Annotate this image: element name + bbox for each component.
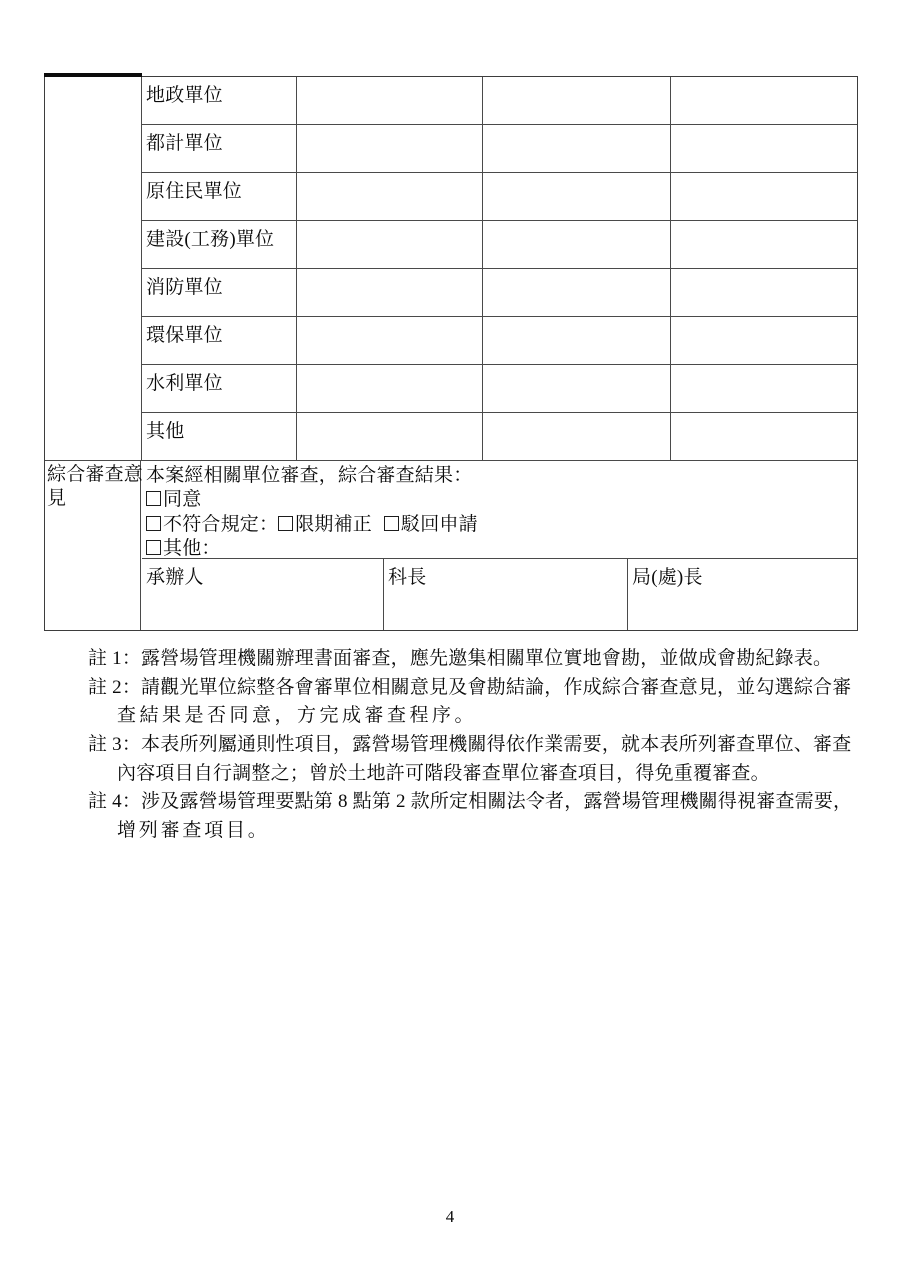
opinion-cell-empty: [297, 77, 483, 124]
table-row: [142, 173, 857, 221]
other-label: 其他：: [163, 538, 221, 560]
table-row: [142, 125, 857, 173]
summary-row-label: [45, 461, 144, 630]
table-row: [142, 365, 857, 413]
opinion-cell-empty: [297, 269, 483, 316]
opinion-cell-empty: [483, 269, 671, 316]
agree-label: 同意: [163, 489, 202, 511]
opinion-cell-empty: [671, 221, 857, 268]
table-row: [142, 317, 857, 365]
unit-name-cell: 消防單位: [142, 269, 297, 316]
table-row: [142, 221, 857, 269]
unit-name-cell: 其他: [142, 413, 297, 460]
opinion-cell-empty: [671, 317, 857, 364]
summary-row-label-line: 見: [47, 488, 67, 509]
summary-intro: [146, 464, 857, 488]
noncompliant-label: 不符合規定：: [163, 513, 279, 535]
summary-option-other-row: [146, 537, 857, 561]
note-1-line-1: 註 1：露營場管理機關辦理書面審查，應先邀集相關單位實地會勘，並做成會勘紀錄表。: [88, 648, 833, 669]
note-3-line-2: 內容項目自行調整之；曾於土地許可階段審查單位審查項目，得免重覆審查。: [117, 762, 770, 784]
other-checkbox[interactable]: [146, 540, 161, 555]
opinion-cell-empty: [671, 365, 857, 412]
summary-option-noncompliant-row: [146, 513, 857, 537]
summary-result-cell: [142, 461, 857, 559]
unit-name-cell: 地政單位: [142, 77, 297, 124]
opinion-cell-empty: [671, 77, 857, 124]
opinion-cell-empty: [671, 173, 857, 220]
opinion-cell-empty: [297, 221, 483, 268]
signature-cell-director: 局(處)長: [632, 567, 703, 588]
summary-intro-text: 本案經相關單位審查，綜合審查結果：: [146, 465, 473, 486]
opinion-cell-empty: [483, 365, 671, 412]
notes-section: [88, 645, 863, 845]
reject-application-label: 駁回申請: [401, 513, 478, 535]
note-3-line-1: 註 3：本表所列屬通則性項目，露營場管理機關得依作業需要，就本表所列審查單位、審查: [88, 733, 852, 755]
opinion-cell-empty: [297, 125, 483, 172]
opinion-cell-empty: [483, 413, 671, 460]
unit-rows: [142, 77, 857, 461]
signature-row: [142, 559, 857, 630]
opinion-cell-empty: [671, 125, 857, 172]
opinion-cell-empty: [297, 413, 483, 460]
unit-name-cell: 水利單位: [142, 365, 297, 412]
opinion-cell-empty: [671, 269, 857, 316]
table-row: [142, 269, 857, 317]
opinion-cell-empty: [483, 125, 671, 172]
note-2-line-1: 註 2：請觀光單位綜整各會審單位相關意見及會勘結論，作成綜合審查意見，並勾選綜合審: [88, 676, 852, 698]
table-row: [142, 413, 857, 461]
opinion-cell-empty: [671, 413, 857, 460]
summary-option-agree-row: [146, 488, 857, 512]
signature-cell-handler: 承辦人: [142, 559, 384, 630]
table-row: [142, 77, 857, 125]
summary-row-label-line: 綜合審查意: [47, 464, 144, 485]
opinion-cell-empty: [297, 173, 483, 220]
opinion-cell-empty: [297, 317, 483, 364]
opinion-cell-empty: [297, 365, 483, 412]
note-2-line-2: 查結果是否同意，方完成審查程序。: [117, 705, 478, 727]
note-4-line-1: 註 4：涉及露營場管理要點第 8 點第 2 款所定相關法令者，露營場管理機關得視審查需要，: [88, 791, 853, 813]
unit-name-cell: 建設(工務)單位: [142, 221, 297, 268]
review-table: [44, 76, 858, 631]
opinion-cell-empty: [483, 317, 671, 364]
signature-cell-section-chief: 科長: [384, 559, 628, 630]
opinion-cell-empty: [483, 173, 671, 220]
category-column-continued-cell: [45, 77, 142, 461]
unit-name-cell: 環保單位: [142, 317, 297, 364]
opinion-cell-empty: [483, 221, 671, 268]
deadline-correction-checkbox[interactable]: [278, 516, 293, 531]
unit-name-cell: 原住民單位: [142, 173, 297, 220]
deadline-correction-label: 限期補正: [295, 513, 373, 535]
note-4-line-2: 增列審查項目。: [117, 819, 270, 841]
noncompliant-checkbox[interactable]: [146, 516, 161, 531]
unit-name-cell: 都計單位: [142, 125, 297, 172]
agree-checkbox[interactable]: [146, 491, 161, 506]
reject-application-checkbox[interactable]: [384, 516, 399, 531]
page-number: 4: [445, 1207, 455, 1226]
opinion-cell-empty: [483, 77, 671, 124]
